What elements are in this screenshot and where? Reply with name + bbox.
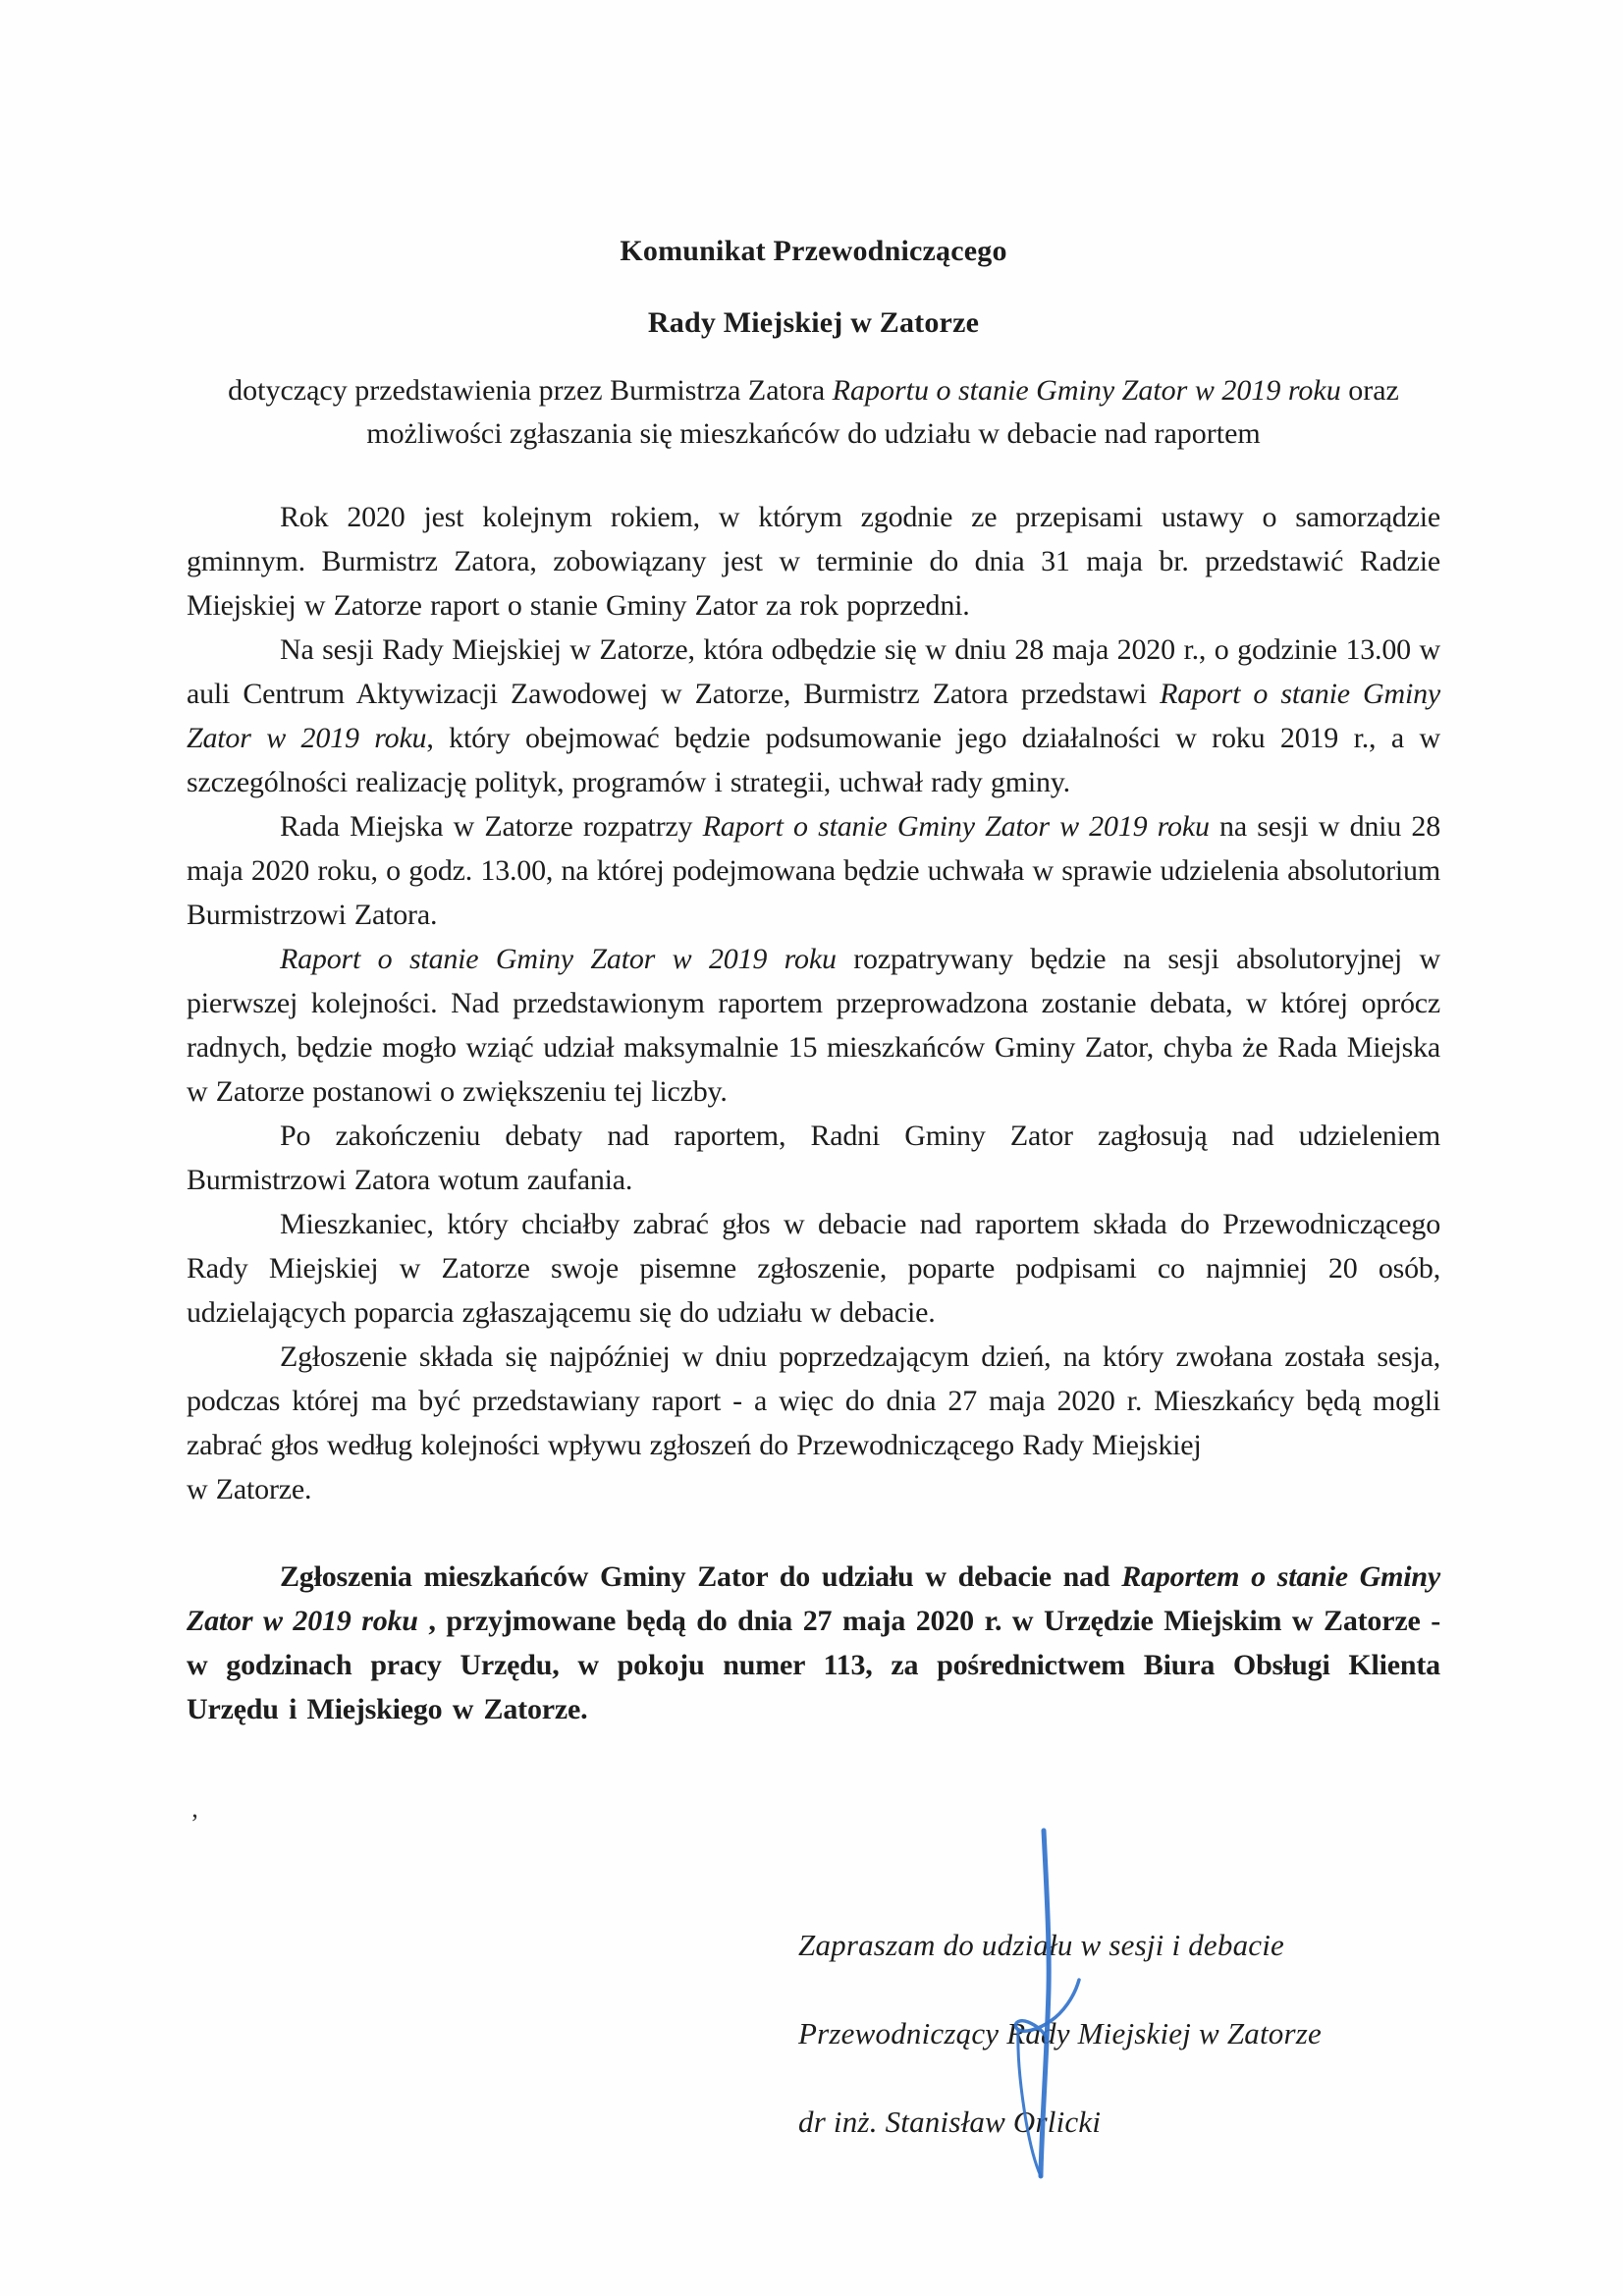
text-run: Zgłoszenie składa się najpóźniej w dniu poprzedzającym dzień, na który zwołana została sesja, podczas której ma być przedstawiany raport - a więc do dnia 27 maja 2020 r. Mieszkańcy będą mogli zabrać głos według kolejności wpływu zgłoszeń do Przewodniczącego Rady Miejskiej <box>187 1340 1440 1461</box>
paragraph-8-bold <box>187 1555 1440 1731</box>
text-run: , który obejmować będzie podsumowanie jego działalności w roku 2019 r., a w szczególności realizację polityk, programów i strategii, uchwał rady gminy. <box>187 722 1440 798</box>
text-run: dotyczący przedstawienia przez Burmistrza Zatora <box>228 374 833 407</box>
closing-block <box>798 1925 1505 2190</box>
closing-signer-name: dr inż. Stanisław Orlicki <box>798 2105 1102 2139</box>
paragraph-6 <box>187 1202 1440 1335</box>
page-content <box>187 0 1440 1731</box>
paragraph-7 <box>187 1335 1440 1511</box>
document-body <box>187 495 1440 1731</box>
closing-invitation-line: Zapraszam do udziału w sesji i debacie <box>798 1928 1285 1962</box>
text-run-italic: Raport o stanie Gminy Zator w 2019 roku <box>702 810 1210 843</box>
text-run-bold-italic: Raportem o stanie Gminy Zator w 2019 roku <box>187 1560 1440 1637</box>
stray-comma-mark: ’ <box>190 1809 199 1837</box>
paragraph-3 <box>187 804 1440 937</box>
closing-role-line: Przewodniczący Rady Miejskiej w Zatorze <box>798 2016 1322 2050</box>
text-run-bold: , przyjmowane będą do dnia 27 maja 2020 r. w Urzędzie Miejskim w Zatorze -w godzinach pracy Urzędu, w pokoju numer 113, za pośrednictwem Biura Obsługi Klienta Urzędu i Miejskiego w Zatorze. <box>187 1605 1440 1725</box>
paragraph-2 <box>187 628 1440 804</box>
paragraph-4 <box>187 937 1440 1114</box>
text-run-italic: Raportu o stanie Gminy Zator w 2019 roku <box>832 374 1341 407</box>
text-run: Rok 2020 jest kolejnym rokiem, w którym zgodnie ze przepisami ustawy o samorządzie gminnym. Burmistrz Zatora, zobowiązany jest w terminie do dnia 31 maja br. przedstawić Radzie Miejskiej w Zatorze raport o stanie Gminy Zator za rok poprzedni. <box>187 501 1440 622</box>
text-run-italic: Raport o stanie Gminy Zator w 2019 roku <box>187 678 1440 754</box>
document-title-line1: Komunikat Przewodniczącego <box>620 235 1007 267</box>
document-subtitle <box>187 369 1440 456</box>
paragraph-5 <box>187 1114 1440 1202</box>
text-run: rozpatrywany będzie na sesji absolutoryjnej w pierwszej kolejności. Nad przedstawionym raportem przeprowadzona zostanie debata, w której oprócz radnych, będzie mogło wziąć udział maksymalnie 15 mieszkańców Gminy Zator, chyba że Rada Miejska w Zatorze postanowi o zwiększeniu tej liczby. <box>187 943 1440 1108</box>
text-run: Po zakończeniu debaty nad raportem, Radni Gminy Zator zagłosują nad udzieleniem Burmistrzowi Zatora wotum zaufania. <box>187 1120 1440 1196</box>
document-title-line2: Rady Miejskiej w Zatorze <box>647 306 980 339</box>
text-run: Mieszkaniec, który chciałby zabrać głos w debacie nad raportem składa do Przewodniczącego Rady Miejskiej w Zatorze swoje pisemne zgłoszenie, poparte podpisami co najmniej 20 osób, udzielających poparcia zgłaszającemu się do udziału w debacie. <box>187 1208 1440 1329</box>
paragraph-1 <box>187 495 1440 628</box>
text-run: na sesji w dniu 28 maja 2020 roku, o godz. 13.00, na której podejmowana będzie uchwała w sprawie udzielenia absolutorium Burmistrzowi Zatora. <box>187 810 1440 931</box>
text-run: oraz możliwości zgłaszania się mieszkańców do udziału w debacie nad raportem <box>366 374 1399 450</box>
text-run: Rada Miejska w Zatorze rozpatrzy <box>280 810 703 843</box>
text-run: Na sesji Rady Miejskiej w Zatorze, która odbędzie się w dniu 28 maja 2020 r., o godzinie 13.00 w auli Centrum Aktywizacji Zawodowej w Zatorze, Burmistrz Zatora przedstawi <box>187 633 1440 710</box>
text-run-bold: Zgłoszenia mieszkańców Gminy Zator do udziału w debacie nad <box>280 1560 1122 1593</box>
text-run-italic: Raport o stanie Gminy Zator w 2019 roku <box>280 943 837 975</box>
text-run: w Zatorze. <box>187 1473 312 1505</box>
